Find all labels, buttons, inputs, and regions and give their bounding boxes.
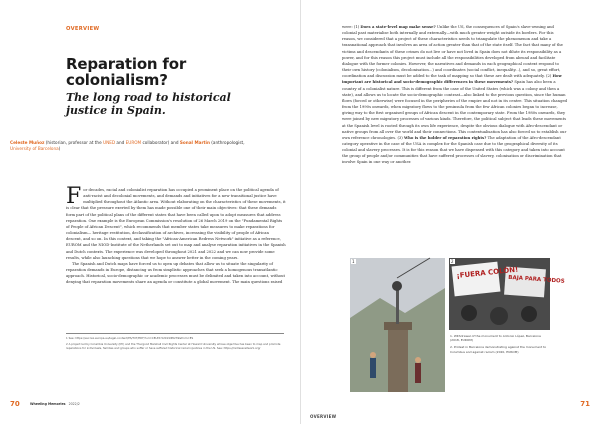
author-1-role-mid: and bbox=[115, 140, 126, 145]
publication-line bbox=[30, 402, 80, 406]
article-subtitle: The long road to historical justice in Spain. bbox=[66, 91, 231, 117]
monument-illustration bbox=[350, 258, 445, 392]
authors-and: and bbox=[169, 140, 180, 145]
author-1-affiliation-2: EUROM bbox=[125, 140, 142, 145]
page-number-right: 71 bbox=[580, 400, 590, 408]
sign-2-text: BAJA PARA TODOS bbox=[508, 274, 565, 285]
publication-issue: 2022/2 bbox=[68, 402, 80, 406]
sign-1-text: ¡FUERA COLÓN! bbox=[456, 265, 519, 280]
author-2-name: Sonal Martin bbox=[179, 140, 210, 145]
caption-1: 1. Withdrawal of the monument to Antonio López, Barcelona (2018, EUROM) bbox=[450, 334, 541, 343]
text-run: Unlike the US, the consequences of Spain's slave-owning and colonial past materialise both internally and externally—with much greater weight outside its borders. For this reason, we considered that a project of these characteristics needs to triangulate the phenomenon and take a transnational approach that involves an area of action greater than that of the state itself. The fact that many of the victims and descendants of these crimes do not live or have not lived in Spain does not dilute its responsibility as a power, and for this reason this project must include all the responsibilities developed from abroad and facilitate dialogue with the former colonies. However, the narratives and demands in each geographical context respond to their own history (colonialism, decolonisation...) and coordinates (social conflict, inequality...), and so, great effort, coordination and discussion must be added to the task of mapping so that these are dealt with adequately. (2) bbox=[342, 25, 563, 79]
footnote-2: 2 A project led by Columbia University (NY) and the Thurgood Marshall Civil Rights Center at Howard University whose objective has been to map and promote reparations for individuals, families and groups who suffer or have suffered historical racial injustices in the US. See: https://redressnetwork.org/ bbox=[66, 341, 281, 350]
authors-line bbox=[10, 140, 260, 152]
question-3: Who is the holder of reparation rights? bbox=[403, 134, 487, 140]
section-label: OVERVIEW bbox=[66, 26, 100, 32]
right-page bbox=[300, 0, 600, 424]
drop-cap: F bbox=[66, 184, 82, 209]
photo-number-1: 1 bbox=[352, 259, 355, 264]
question-1: Does a state-level map make sense? bbox=[360, 24, 436, 29]
publication-name: Wheeling Memories bbox=[30, 402, 66, 406]
author-2-role-post: ) bbox=[58, 146, 61, 151]
caption-2: 2. Protest in Barcelona demonstrating against the monument to Columbus and against racism (2020, EUROM) bbox=[450, 345, 547, 354]
footnote-1: 1 See: https://eur-lex.europa.eu/legal-content/ES/TXT/PDF/?uri=CELEX:52019IP0239&from=ES bbox=[66, 336, 194, 340]
author-1-affiliation-1: UNED bbox=[103, 140, 116, 145]
body-column-right bbox=[342, 24, 568, 166]
author-2-affiliation: University of Barcelona bbox=[10, 146, 59, 151]
author-1-role-pre: (historian, professor at the bbox=[44, 140, 103, 145]
photo-group bbox=[350, 258, 565, 392]
text-run: The adaptation of the Afro-descendant category operative in the case of the USA is complex for the Spanish case due to the geographical diversity of its colonial and slavery processes. It is for this reason that we have dispensed with this category and taken into account the group of people and/or communities that have suffered processes of slavery, colonisation or discrimination that involve Spain in one way or another. bbox=[342, 135, 565, 165]
photo-protest bbox=[449, 258, 565, 330]
photo-number-2: 2 bbox=[451, 259, 454, 264]
paragraph-3 bbox=[342, 24, 568, 166]
paragraph-1-text: or decades, racial and colonialist reparation has occupied a prominent place on the political agenda of anti-racist and decolonial movements, and demands and initiatives for a new transitional justice have multiplied throughout the Atlantic area. Without elaborating on the characteristics of these movements, it is clear that the pressure exerted by them has made possible one of their main objectives: that these demands form part of the political plans of the different states that have been called upon to adopt measures that address reparation. One example is the European Commission's resolution of 26 March 2019 on the "Fundamental Rights of People of African Descent", which recommends that member states take measures to make reparations for colonialism— heritage restitution, declassification of archives, increasing the visibility of people of African descent, and so on. In this context, and taking the "African-American Redress Network" initiative as a reference, EUROM and the NIOD-Institute of the Netherlands set out to map and analyse reparation initiatives in the Spanish and Dutch contexts. The experience was developed throughout 2021 and 2022 and we can now provide some results, while also launching questions that we hope to answer better in the coming years. bbox=[66, 188, 286, 260]
photo-monument-removal bbox=[350, 258, 445, 392]
protest-illustration bbox=[449, 258, 565, 330]
page-number-left: 70 bbox=[10, 400, 20, 408]
section-label-right: OVERVIEW bbox=[310, 414, 337, 419]
author-1-name: Celeste Muñoz bbox=[10, 140, 45, 145]
text-run: Spain has also been a country of a colonialist nature. This is different from the case of the United States (which was a colony and then a state), and allows us to locate the socio-demographic contrast—also linked to the previous question, since the human flows (forced or otherwise) were focused in the peripheries of the empire and not in its centre. This situation changed from the 1990s onwards, when migratory flows to the peninsula from the few African colonies began to increase, giving way to the first organised groups of African descent in the contemporary state. From the 1980s onwards, they were joined by new migratory processes of various kinds. Therefore, the political subject that leads these movements at the Spanish level is rooted through its own life experience, despite the obvious dialogue with Afro-descendant or native groups from all over the world and their connections. This contextualisation has also forced us to establish our own reference chronologies. (3) bbox=[342, 80, 568, 140]
paragraph-2: The Spanish and Dutch maps have forced us to open up debates that allow us to situate the singularity of reparation demands in Europe, distancing us from simplistic approaches that seek a homogenous transatlantic approach. Historical, socio-demographic or academic processes must be delimited and taken into account, without denying that reparation movements share an agenda or constitute a global movement. The main questions raised bbox=[66, 261, 285, 285]
paragraph-1 bbox=[66, 184, 286, 261]
body-column-left bbox=[66, 184, 286, 286]
author-1-role-post: collaborator) bbox=[141, 140, 170, 145]
text-run: were: (1) bbox=[342, 25, 361, 29]
photo-captions bbox=[450, 334, 550, 357]
footnotes bbox=[66, 333, 284, 351]
author-2-role-pre: (anthropologist, bbox=[209, 140, 245, 145]
question-2: How important are historical and socio-demographic differences in these movements? bbox=[342, 73, 562, 85]
article-title: Reparation for colonialism? bbox=[66, 55, 187, 89]
